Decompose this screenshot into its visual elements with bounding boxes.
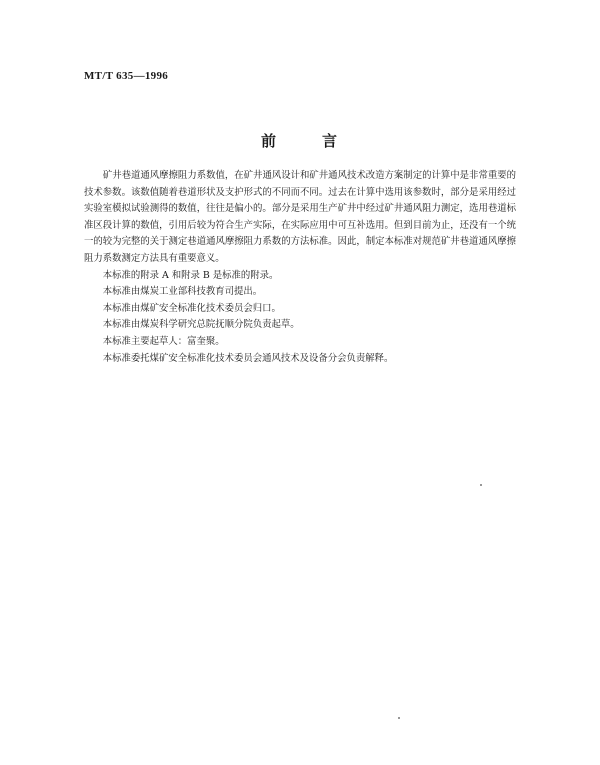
paragraph-intro: 矿井巷道通风摩擦阻力系数值，在矿井通风设计和矿井通风技术改造方案制定的计算中是非常重要的技术参数。该数值随着巷道形状及支护形式的不同而不同。过去在计算中选用该参数时，部分是采用经过实验室模拟试验测得的数值，往往是偏小的。部分是采用生产矿井中经过矿井通风阻力测定，选用巷道标准区段计算的数值，引用后较为符合生产实际，在实际应用中可互补选用。但到目前为止，还没有一个统一的较为完整的关于测定巷道通风摩擦阻力系数的方法标准。因此，制定本标准对规范矿井巷道通风摩擦阻力系数测定方法具有重要意义。 <box>84 170 516 264</box>
title-char-1: 前 <box>260 132 278 150</box>
page-title <box>0 130 600 151</box>
scan-speck <box>480 484 482 486</box>
scan-speck <box>398 717 400 719</box>
paragraph-appendix: 本标准的附录 A 和附录 B 是标准的附录。 <box>102 269 279 281</box>
paragraph-drafter: 本标准由煤炭科学研究总院抚顺分院负责起草。 <box>102 319 300 331</box>
paragraph-main-drafter: 本标准主要起草人：富奎聚。 <box>102 335 225 347</box>
foreword-body <box>84 168 516 367</box>
standard-code: MT/T 635—1996 <box>84 70 169 82</box>
paragraph-centralized: 本标准由煤矿安全标准化技术委员会归口。 <box>102 302 281 314</box>
paragraph-proposer: 本标准由煤炭工业部科技教育司提出。 <box>102 286 263 298</box>
title-char-2: 言 <box>322 132 340 150</box>
paragraph-interpretation: 本标准委托煤矿安全标准化技术委员会通风技术及设备分会负责解释。 <box>102 352 394 364</box>
